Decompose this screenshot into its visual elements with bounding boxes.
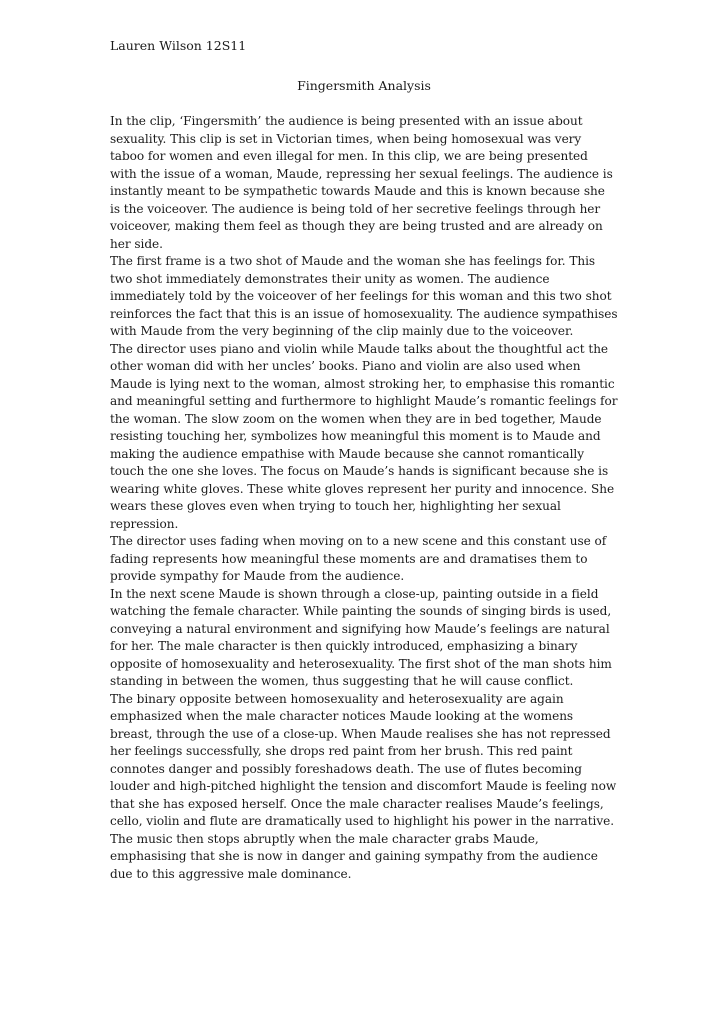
document-title: Fingersmith Analysis (297, 78, 431, 93)
paragraph-next-scene: In the next scene Maude is shown through a close-up, painting outside in a field watching the female character. While painting the sounds of singing birds is used, conveying a natural environment and signifying how Maude’s feelings are natural for her. The male character is then quickly introduced, emphasizing a binary opposite of homosexuality and heterosexuality. The first shot of the man shots him standing in between the women, thus suggesting that he will cause conflict. (110, 586, 612, 688)
paragraph-two-shot: The first frame is a two shot of Maude and the woman she has feelings for. This two shot immediately demonstrates their unity as women. The audience immediately told by the voiceover of her feelings for this woman and this two shot reinforces the fact that this is an issue of homosexuality. The audience sympathises with Maude from the very beginning of the clip mainly due to the voiceover. (110, 254, 618, 338)
paragraph-fading: The director uses fading when moving on to a new scene and this constant use of fading represents how meaningful these moments are and dramatises them to provide sympathy for Maude from the audience. (110, 534, 607, 583)
document-page (110, 37, 618, 883)
paragraph-intro: In the clip, ‘Fingersmith’ the audience is being presented with an issue about sexuality. This clip is set in Victorian times, when being homosexual was very taboo for women and even illegal for men. In this clip, we are being presented with the issue of a woman, Maude, repressing her sexual feelings. The audience is instantly meant to be sympathetic towards Maude and this is known because she is the voiceover. The audience is being told of her secretive feelings through her voiceover, making them feel as though they are being trusted and are already on her side. (110, 114, 613, 251)
paragraph-binary-opposite: The binary opposite between homosexuality and heterosexuality are again emphasized when the male character notices Maude looking at the womens breast, through the use of a close-up. When Maude realises she has not repressed her feelings successfully, she drops red paint from her brush. This red paint connotes danger and possibly foreshadows death. The use of flutes becoming louder and high-pitched highlight the tension and discomfort Maude is feeling now that she has exposed herself. Once the male character realises Maude’s feelings, cello, violin and flute are dramatically used to highlight his power in the narrative. The music then stops abruptly when the male character grabs Maude, emphasising that she is now in danger and gaining sympathy from the audience due to this aggressive male dominance. (110, 691, 617, 881)
author-header: Lauren Wilson 12S11 (110, 38, 247, 53)
paragraph-music: The director uses piano and violin while Maude talks about the thoughtful act the other woman did with her uncles’ books. Piano and violin are also used when Maude is lying next to the woman, almost stroking her, to emphasise this romantic and meaningful setting and furthermore to highlight Maude’s romantic feelings for the woman. The slow zoom on the women when they are in bed together, Maude resisting touching her, symbolizes how meaningful this moment is to Maude and making the audience empathise with Maude because she cannot romantically touch the one she loves. The focus on Maude’s hands is significant because she is wearing white gloves. These white gloves represent her purity and innocence. She wears these gloves even when trying to touch her, highlighting her sexual repression. (110, 341, 618, 531)
